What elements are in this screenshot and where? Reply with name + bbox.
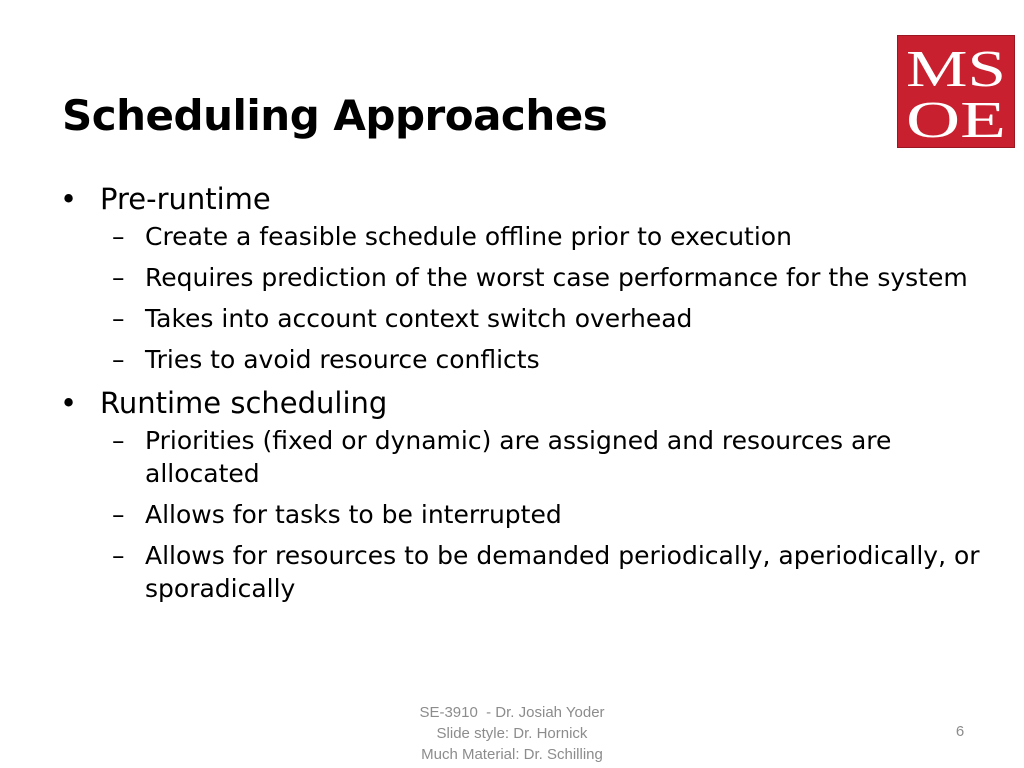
sub-bullet-text: Priorities (fixed or dynamic) are assigned and resources are allocated bbox=[145, 426, 892, 488]
sub-bullet-text: Requires prediction of the worst case performance for the system bbox=[145, 263, 968, 292]
sub-bullet bbox=[60, 302, 990, 335]
footer-material-line: Much Material: Dr. Schilling bbox=[421, 746, 603, 763]
bullet-pre-runtime bbox=[60, 180, 990, 218]
msoe-logo bbox=[897, 35, 1015, 148]
msoe-logo-icon bbox=[898, 36, 1014, 147]
dash-marker: – bbox=[112, 263, 125, 292]
sub-bullet-text: Tries to avoid resource conflicts bbox=[145, 345, 540, 374]
sub-bullet-text: Allows for tasks to be interrupted bbox=[145, 500, 562, 529]
slide-title: Scheduling Approaches bbox=[62, 91, 608, 140]
bullet-text: Pre-runtime bbox=[100, 182, 271, 216]
sub-bullet bbox=[60, 539, 990, 605]
sub-bullet bbox=[60, 343, 990, 376]
footer-credits bbox=[372, 702, 652, 765]
sub-bullet bbox=[60, 220, 990, 253]
bullet-marker: • bbox=[60, 386, 78, 420]
dash-marker: – bbox=[112, 304, 125, 333]
bullet-runtime-scheduling bbox=[60, 384, 990, 422]
dash-marker: – bbox=[112, 222, 125, 251]
svg-text:MS: MS bbox=[906, 41, 1006, 98]
bullet-list bbox=[60, 180, 990, 613]
sub-bullet bbox=[60, 498, 990, 531]
page-number: 6 bbox=[955, 723, 965, 740]
sub-bullet-text: Allows for resources to be demanded periodically, aperiodically, or sporadically bbox=[145, 541, 980, 603]
sub-bullet bbox=[60, 424, 990, 490]
sub-bullet bbox=[60, 261, 990, 294]
sub-bullet-text: Takes into account context switch overhead bbox=[145, 304, 693, 333]
dash-marker: – bbox=[112, 426, 125, 455]
dash-marker: – bbox=[112, 541, 125, 570]
bullet-text: Runtime scheduling bbox=[100, 386, 388, 420]
footer-course-line: SE-3910 - Dr. Josiah Yoder bbox=[419, 704, 605, 721]
dash-marker: – bbox=[112, 500, 125, 529]
sub-bullet-text: Create a feasible schedule offline prior to execution bbox=[145, 222, 792, 251]
dash-marker: – bbox=[112, 345, 125, 374]
svg-text:OE: OE bbox=[906, 92, 1006, 147]
bullet-marker: • bbox=[60, 182, 78, 216]
footer-style-line: Slide style: Dr. Hornick bbox=[436, 725, 588, 742]
